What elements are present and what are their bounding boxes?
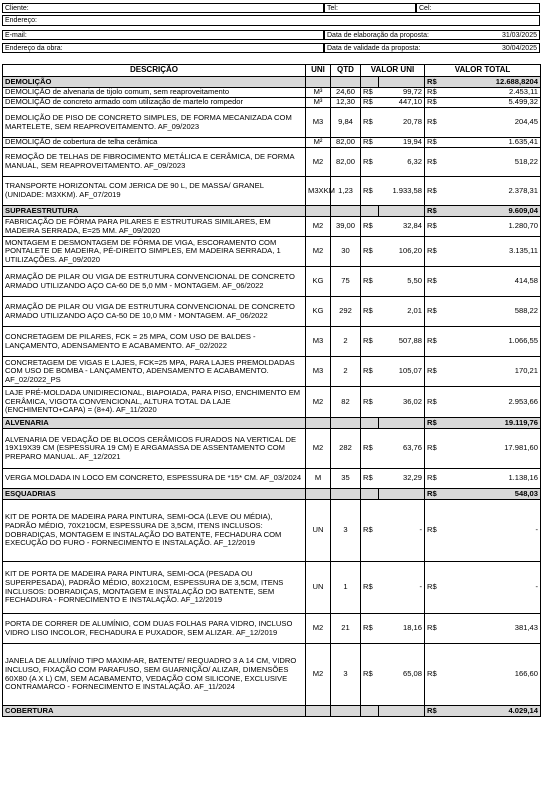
section-total-currency: R$ (425, 206, 449, 217)
total-price-currency: R$ (425, 267, 449, 297)
item-total-price: 2.953,66 (449, 387, 541, 418)
section-total-currency: R$ (425, 77, 449, 88)
tel-field: Tel: (324, 3, 416, 13)
item-total-price: 17.981,60 (449, 429, 541, 469)
unit-price-currency: R$ (361, 327, 379, 357)
item-unit-price: 18,16 (379, 614, 425, 644)
section-empty-uni (306, 206, 331, 217)
item-unit: M (306, 469, 331, 489)
item-unit: M2 (306, 644, 331, 706)
total-price-currency: R$ (425, 237, 449, 267)
total-price-currency: R$ (425, 108, 449, 138)
item-quantity: 75 (331, 267, 361, 297)
item-quantity: 39,00 (331, 217, 361, 237)
table-row (3, 614, 541, 644)
item-unit: M3XKM (306, 177, 331, 206)
section-empty-qtd (331, 706, 361, 717)
table-header-row (3, 65, 541, 77)
table-body (3, 77, 541, 717)
total-price-currency: R$ (425, 217, 449, 237)
item-description: REMOÇÃO DE TELHAS DE FIBROCIMENTO METÁLICA E CERÂMICA, DE FORMA MANUAL, SEM REAPROVEITAMENTO. AF_09/2023 (3, 148, 306, 177)
item-quantity: 3 (331, 500, 361, 562)
table-row (3, 98, 541, 108)
section-title: COBERTURA (3, 706, 306, 717)
section-empty-uni (306, 706, 331, 717)
section-row (3, 418, 541, 429)
section-row (3, 77, 541, 88)
unit-price-currency: R$ (361, 429, 379, 469)
item-unit: M2 (306, 217, 331, 237)
item-description: TRANSPORTE HORIZONTAL COM JERICA DE 90 L, DE MASSA/ GRANEL (UNIDADE: M3XKM). AF_07/2019 (3, 177, 306, 206)
total-price-currency: R$ (425, 644, 449, 706)
item-quantity: 3 (331, 644, 361, 706)
table-row (3, 469, 541, 489)
table-row (3, 267, 541, 297)
item-total-price: 1.138,16 (449, 469, 541, 489)
item-unit-price: 6,32 (379, 148, 425, 177)
section-empty-vu-cur (361, 706, 379, 717)
unit-price-currency: R$ (361, 644, 379, 706)
item-quantity: 282 (331, 429, 361, 469)
item-total-price: 1.280,70 (449, 217, 541, 237)
section-empty-qtd (331, 77, 361, 88)
unit-price-currency: R$ (361, 469, 379, 489)
unit-price-currency: R$ (361, 237, 379, 267)
item-total-price: 204,45 (449, 108, 541, 138)
item-unit: KG (306, 297, 331, 327)
section-total: 19.119,76 (449, 418, 541, 429)
unit-price-currency: R$ (361, 614, 379, 644)
section-row (3, 706, 541, 717)
section-empty-uni (306, 418, 331, 429)
table-row (3, 387, 541, 418)
unit-price-currency: R$ (361, 217, 379, 237)
item-unit-price: 32,29 (379, 469, 425, 489)
total-price-currency: R$ (425, 357, 449, 387)
section-row (3, 489, 541, 500)
total-price-currency: R$ (425, 177, 449, 206)
item-description: DEMOLIÇÃO de cobertura de telha cerâmica (3, 138, 306, 148)
section-title: ALVENARIA (3, 418, 306, 429)
total-price-currency: R$ (425, 614, 449, 644)
table-row (3, 327, 541, 357)
section-empty-vu-cur (361, 489, 379, 500)
item-total-price: 3.135,11 (449, 237, 541, 267)
table-row (3, 644, 541, 706)
item-quantity: 82,00 (331, 138, 361, 148)
item-description: LAJE PRÉ-MOLDADA UNIDIRECIONAL, BIAPOIADA, PARA PISO, ENCHIMENTO EM CERÂMICA, VIGOTA CONVENCIONAL, ALTURA TOTAL DA LAJE (ENCHIMENTO+CAPA) = (8+4). AF_11/2020 (3, 387, 306, 418)
section-empty-uni (306, 77, 331, 88)
section-total-currency: R$ (425, 706, 449, 717)
item-quantity: 1 (331, 562, 361, 614)
item-unit: M² (306, 138, 331, 148)
section-empty-vu (379, 77, 425, 88)
table-row (3, 357, 541, 387)
item-unit-price: 447,10 (379, 98, 425, 108)
section-total-currency: R$ (425, 489, 449, 500)
unit-price-currency: R$ (361, 500, 379, 562)
item-quantity: 35 (331, 469, 361, 489)
item-unit-price: 19,94 (379, 138, 425, 148)
section-total: 12.688,8204 (449, 77, 541, 88)
total-price-currency: R$ (425, 429, 449, 469)
total-price-currency: R$ (425, 327, 449, 357)
item-description: DEMOLIÇÃO DE PISO DE CONCRETO SIMPLES, DE FORMA MECANIZADA COM MARTELETE, SEM REAPROVEITAMENTO. AF_09/2023 (3, 108, 306, 138)
item-quantity: 82 (331, 387, 361, 418)
item-total-price: 1.635,41 (449, 138, 541, 148)
table-row (3, 148, 541, 177)
section-empty-qtd (331, 489, 361, 500)
section-empty-vu (379, 489, 425, 500)
item-description: MONTAGEM E DESMONTAGEM DE FÔRMA DE VIGA, ESCORAMENTO COM PONTALETE DE MADEIRA, PÉ-DIREITO SIMPLES, EM MADEIRA SERRADA, 1 UTILIZAÇÕES. AF_09/2020 (3, 237, 306, 267)
item-description: VERGA MOLDADA IN LOCO EM CONCRETO, ESPESSURA DE *15* CM. AF_03/2024 (3, 469, 306, 489)
col-valor-total: VALOR TOTAL (425, 65, 541, 77)
unit-price-currency: R$ (361, 267, 379, 297)
unit-price-currency: R$ (361, 562, 379, 614)
section-title: DEMOLIÇÃO (3, 77, 306, 88)
total-price-currency: R$ (425, 562, 449, 614)
item-quantity: 82,00 (331, 148, 361, 177)
section-empty-qtd (331, 418, 361, 429)
unit-price-currency: R$ (361, 108, 379, 138)
item-description: JANELA DE ALUMÍNIO TIPO MAXIM-AR, BATENTE/ REQUADRO 3 A 14 CM, VIDRO INCLUSO, FIXAÇÃO COM PARAFUSO, SEM GUARNIÇÃO/ ALIZAR, DIMENSÕES 60X80 (A X L) CM, SEM ACABAMENTO, VEDAÇÃO COM SILICONE, EXCLUSIVE CONTRAMARCO - FORNECIMENTO E INSTALAÇÃO. AF_11/2024 (3, 644, 306, 706)
total-price-currency: R$ (425, 500, 449, 562)
item-total-price: 414,58 (449, 267, 541, 297)
data-elaboracao-field: Data de elaboração da proposta: 31/03/2025 (324, 30, 540, 40)
item-unit-price: 32,84 (379, 217, 425, 237)
unit-price-currency: R$ (361, 177, 379, 206)
item-quantity: 30 (331, 237, 361, 267)
total-price-currency: R$ (425, 88, 449, 98)
cel-field: Cel: (416, 3, 540, 13)
item-total-price: 2.453,11 (449, 88, 541, 98)
item-unit-price: 105,07 (379, 357, 425, 387)
item-total-price: 2.378,31 (449, 177, 541, 206)
item-description: DEMOLIÇÃO de concreto armado com utilização de martelo rompedor (3, 98, 306, 108)
item-unit-price: 36,02 (379, 387, 425, 418)
total-price-currency: R$ (425, 148, 449, 177)
item-unit-price: - (379, 562, 425, 614)
unit-price-currency: R$ (361, 387, 379, 418)
data-validade-value: 30/04/2025 (501, 45, 537, 52)
total-price-currency: R$ (425, 138, 449, 148)
section-empty-vu (379, 706, 425, 717)
section-empty-vu (379, 418, 425, 429)
total-price-currency: R$ (425, 387, 449, 418)
section-title: SUPRAESTRUTURA (3, 206, 306, 217)
table-row (3, 177, 541, 206)
item-unit-price: 20,78 (379, 108, 425, 138)
item-unit: M2 (306, 148, 331, 177)
item-unit: UN (306, 562, 331, 614)
item-unit-price: 507,88 (379, 327, 425, 357)
col-uni: UNI (306, 65, 331, 77)
table-row (3, 108, 541, 138)
table-row (3, 138, 541, 148)
table-row (3, 500, 541, 562)
item-description: CONCRETAGEM DE PILARES, FCK = 25 MPA, COM USO DE BALDES - LANÇAMENTO, ADENSAMENTO E ACABAMENTO. AF_02/2022 (3, 327, 306, 357)
total-price-currency: R$ (425, 469, 449, 489)
table-row (3, 429, 541, 469)
table-row (3, 237, 541, 267)
unit-price-currency: R$ (361, 98, 379, 108)
section-row (3, 206, 541, 217)
item-description: ARMAÇÃO DE PILAR OU VIGA DE ESTRUTURA CONVENCIONAL DE CONCRETO ARMADO UTILIZANDO AÇO CA-60 DE 5,0 MM - MONTAGEM. AF_06/2022 (3, 267, 306, 297)
item-unit: M³ (306, 88, 331, 98)
budget-table (2, 64, 541, 717)
item-total-price: 518,22 (449, 148, 541, 177)
item-description: CONCRETAGEM DE VIGAS E LAJES, FCK=25 MPA, PARA LAJES PREMOLDADAS COM USO DE BOMBA - LANÇAMENTO, ADENSAMENTO E ACABAMENTO. AF_02/2022_PS (3, 357, 306, 387)
item-unit: M2 (306, 614, 331, 644)
table-row (3, 217, 541, 237)
item-unit: M3 (306, 327, 331, 357)
item-description: FABRICAÇÃO DE FÔRMA PARA PILARES E ESTRUTURAS SIMILARES, EM MADEIRA SERRADA, E=25 MM. AF_09/2020 (3, 217, 306, 237)
item-unit-price: 2,01 (379, 297, 425, 327)
item-unit: M3 (306, 357, 331, 387)
section-empty-qtd (331, 206, 361, 217)
item-unit: UN (306, 500, 331, 562)
section-total: 9.609,04 (449, 206, 541, 217)
col-valor-uni: VALOR UNI (361, 65, 425, 77)
unit-price-currency: R$ (361, 138, 379, 148)
item-unit: M3 (306, 108, 331, 138)
table-row (3, 88, 541, 98)
item-description: PORTA DE CORRER DE ALUMÍNIO, COM DUAS FOLHAS PARA VIDRO, INCLUSO VIDRO LISO INCOLOR, FECHADURA E PUXADOR, SEM ALIZAR. AF_12/2019 (3, 614, 306, 644)
item-total-price: 170,21 (449, 357, 541, 387)
section-empty-vu-cur (361, 77, 379, 88)
item-description: ARMAÇÃO DE PILAR OU VIGA DE ESTRUTURA CONVENCIONAL DE CONCRETO ARMADO UTILIZANDO AÇO CA-50 DE 10,0 MM - MONTAGEM. AF_06/2022 (3, 297, 306, 327)
item-unit-price: 63,76 (379, 429, 425, 469)
item-quantity: 9,84 (331, 108, 361, 138)
item-unit-price: 106,20 (379, 237, 425, 267)
item-unit: M2 (306, 387, 331, 418)
item-total-price: 1.066,55 (449, 327, 541, 357)
unit-price-currency: R$ (361, 297, 379, 327)
item-unit: M³ (306, 98, 331, 108)
section-total: 548,03 (449, 489, 541, 500)
item-total-price: 166,60 (449, 644, 541, 706)
total-price-currency: R$ (425, 98, 449, 108)
item-quantity: 1,23 (331, 177, 361, 206)
item-unit: KG (306, 267, 331, 297)
item-unit-price: 5,50 (379, 267, 425, 297)
section-title: ESQUADRIAS (3, 489, 306, 500)
endereco-field: Endereço: (2, 15, 540, 26)
section-empty-vu-cur (361, 206, 379, 217)
item-total-price: 5.499,32 (449, 98, 541, 108)
item-description: KIT DE PORTA DE MADEIRA PARA PINTURA, SEMI-OCA (PESADA OU SUPERPESADA), PADRÃO MÉDIO, 80X210CM, ESPESSURA DE 3,5CM, ITENS INCLUSOS: DOBRADIÇAS, MONTAGEM E INSTALAÇÃO DO BATENTE, SEM FECHADURA - FORNECIMENTO E INSTALAÇÃO. AF_12/2019 (3, 562, 306, 614)
item-description: KIT DE PORTA DE MADEIRA PARA PINTURA, SEMI-OCA (LEVE OU MÉDIA), PADRÃO MÉDIO, 70X210CM, ESPESSURA DE 3,5CM, ITENS INCLUSOS: DOBRADIÇAS, MONTAGEM E INSTALAÇÃO DO BATENTE, FECHADURA COM EXECUÇÃO DO FURO - FORNECIMENTO E INSTALAÇÃO. AF_12/2019 (3, 500, 306, 562)
section-empty-vu-cur (361, 418, 379, 429)
data-validade-field: Data de validade da proposta: 30/04/2025 (324, 43, 540, 53)
item-quantity: 21 (331, 614, 361, 644)
section-empty-vu (379, 206, 425, 217)
item-unit-price: 99,72 (379, 88, 425, 98)
item-unit-price: 65,08 (379, 644, 425, 706)
unit-price-currency: R$ (361, 357, 379, 387)
section-empty-uni (306, 489, 331, 500)
item-unit: M2 (306, 237, 331, 267)
section-total: 4.029,14 (449, 706, 541, 717)
item-quantity: 24,60 (331, 88, 361, 98)
item-quantity: 12,30 (331, 98, 361, 108)
table-row (3, 297, 541, 327)
cliente-field: Cliente: (2, 3, 324, 13)
data-elaboracao-value: 31/03/2025 (501, 32, 537, 39)
item-quantity: 2 (331, 357, 361, 387)
item-total-price: 381,43 (449, 614, 541, 644)
unit-price-currency: R$ (361, 88, 379, 98)
section-total-currency: R$ (425, 418, 449, 429)
item-description: ALVENARIA DE VEDAÇÃO DE BLOCOS CERÂMICOS FURADOS NA VERTICAL DE 19X19X39 CM (ESPESSURA 19 CM) E ARGAMASSA DE ASSENTAMENTO COM PREPARO MANUAL. AF_12/2021 (3, 429, 306, 469)
unit-price-currency: R$ (361, 148, 379, 177)
table-row (3, 562, 541, 614)
col-descricao: DESCRIÇÃO (3, 65, 306, 77)
item-description: DEMOLIÇÃO de alvenaria de tijolo comum, sem reaproveitamento (3, 88, 306, 98)
item-quantity: 2 (331, 327, 361, 357)
item-unit-price: 1.933,58 (379, 177, 425, 206)
email-field: E-mail: (2, 30, 324, 40)
total-price-currency: R$ (425, 297, 449, 327)
item-unit-price: - (379, 500, 425, 562)
item-unit: M2 (306, 429, 331, 469)
item-total-price: 588,22 (449, 297, 541, 327)
endereco-obra-field: Endereço da obra: (2, 43, 324, 53)
item-total-price: - (449, 500, 541, 562)
col-qtd: QTD (331, 65, 361, 77)
item-total-price: - (449, 562, 541, 614)
item-quantity: 292 (331, 297, 361, 327)
